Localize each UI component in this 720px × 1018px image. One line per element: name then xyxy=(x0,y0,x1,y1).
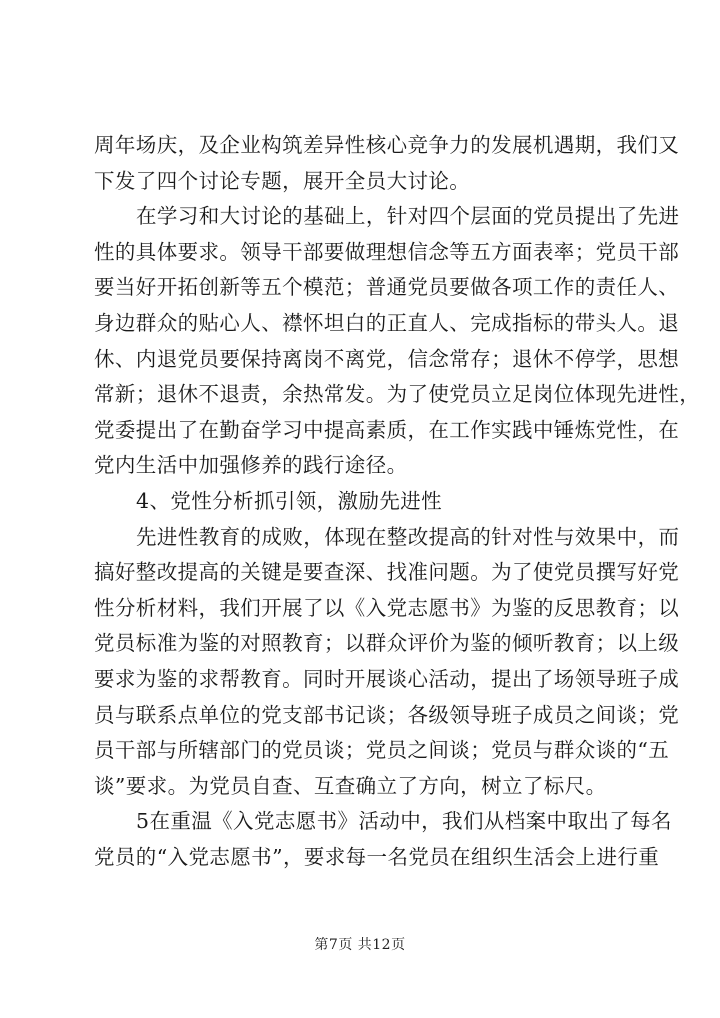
text-line: 休、内退党员要保持离岗不离党，信念常存；退休不停学，思想 xyxy=(94,346,680,371)
text-line: 党员标准为鉴的对照教育；以群众评价为鉴的倾听教育；以上级 xyxy=(94,631,680,656)
text-line: 要求为鉴的求帮教育。同时开展谈心活动，提出了场领导班子成 xyxy=(94,666,680,691)
body-text xyxy=(94,128,701,875)
page-footer: 第7页 共12页 xyxy=(314,937,406,953)
text-line: 下发了四个讨论专题，展开全员大讨论。 xyxy=(94,168,471,193)
paragraph-start-line: 在学习和大讨论的基础上，针对四个层面的党员提出了先进 xyxy=(136,204,680,229)
paragraph-start-line: 先进性教育的成败，体现在整改提高的针对性与效果中，而 xyxy=(136,524,680,549)
text-line: 员与联系点单位的党支部书记谈；各级领导班子成员之间谈；党 xyxy=(94,702,680,727)
text-line: 性的具体要求。领导干部要做理想信念等五方面表率；党员干部 xyxy=(94,239,680,264)
text-line: 党员的“入党志愿书”，要求每一名党员在组织生活会上进行重 xyxy=(94,844,660,869)
text-line: 党委提出了在勤奋学习中提高素质，在工作实践中锤炼党性，在 xyxy=(94,417,680,442)
text-line: 性分析材料，我们开展了以《入党志愿书》为鉴的反思教育；以 xyxy=(94,595,680,620)
text-line: 身边群众的贴心人、襟怀坦白的正直人、完成指标的带头人。退 xyxy=(94,310,680,335)
text-line: 要当好开拓创新等五个模范；普通党员要做各项工作的责任人、 xyxy=(94,275,680,300)
section-heading: 4、党性分析抓引领，激励先进性 xyxy=(136,488,443,513)
text-line: 谈”要求。为党员自查、互查确立了方向，树立了标尺。 xyxy=(94,773,607,798)
paragraph-start-line: 5在重温《入党志愿书》活动中，我们从档案中取出了每名 xyxy=(136,809,672,834)
text-line: 常新；退休不退责，余热常发。为了使党员立足岗位体现先进性， xyxy=(94,382,701,407)
text-line: 员干部与所辖部门的党员谈；党员之间谈；党员与群众谈的“五 xyxy=(94,738,670,763)
text-line: 党内生活中加强修养的践行途径。 xyxy=(94,453,408,478)
text-line: 周年场庆，及企业构筑差异性核心竞争力的发展机遇期，我们又 xyxy=(94,133,680,157)
text-line: 搞好整改提高的关键是要查深、找准问题。为了使党员撰写好党 xyxy=(94,560,680,585)
